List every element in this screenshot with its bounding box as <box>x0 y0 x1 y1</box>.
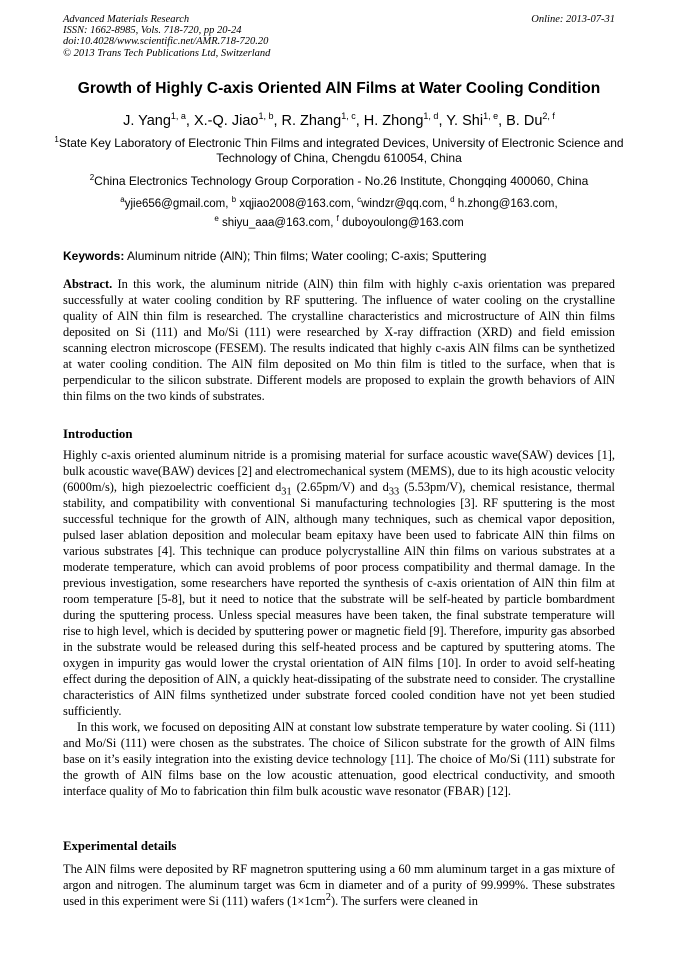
journal-name: Advanced Materials Research <box>63 14 190 25</box>
online-date: Online: 2013-07-31 <box>531 14 615 25</box>
email[interactable]: $^a$yjie656@gmail.com <box>120 195 226 210</box>
author: X.-Q. Jiao$^{1, b}$ <box>193 111 274 129</box>
email[interactable]: $^f$ duboyoulong@163.com <box>336 214 464 229</box>
introduction-body <box>63 447 615 799</box>
experimental-body <box>63 861 615 909</box>
journal-header <box>63 14 615 59</box>
author: H. Zhong$^{1, d}$ <box>363 111 439 129</box>
experimental-heading: Experimental details <box>63 839 177 853</box>
email[interactable]: $^b$ xqjiao2008@163.com <box>231 195 351 210</box>
keywords <box>63 249 623 263</box>
email[interactable]: $^e$ shiyu_aaa@163.com <box>214 214 331 229</box>
paper-title: Growth of Highly C-axis Oriented AlN Films at Water Cooling Condition <box>77 80 601 97</box>
email-list: $^a$yjie656@gmail.com, $^b$ xqjiao2008@163.com, $^c$windzr@qq.com, $^d$ h.zhong@163.com, $^e$ shiyu_aaa@163.com, $^f$ duboyoulong@163.com <box>120 195 558 229</box>
author: Y. Shi$^{1, e}$ <box>446 111 499 129</box>
paragraph: Highly c-axis oriented aluminum nitride is a promising material for surface acoustic wave(SAW) devices [1], bulk acoustic wave(BAW) devices [2] and electromechanical system (MEMS), due to its high acoustic velocity (6000m/s), high piezoelectric coefficient $d_{31}$ (2.65pm/V) and $d_{33}$ (5.53pm/V), chemical resistance, thermal stability, and compatibility with conventional Si manufacturing technologies [3]. RF sputtering is the most successful technique for the growth of AlN, although many techniques, such as chemical vapor deposition, pulsed laser ablation deposition and molecular beam epitaxy have been used to fabricate AlN thin films on various substrates [4]. This technique can produce polycrystalline AlN thin films on various substrates at a moderate temperature, which can avoid problems of poor process compatibility and thermal damage. In the previous investigation, some researchers have reported the synthesis of c-axis orientation of AlN thin film at room temperature [5-8], but it need to notice that the substrate will be self-heated by particle bombardment during the sputtering process. Unless special measures have been taken, the final substrate temperature will rise to high level, which is decided by sputtering power or magnetic field [9]. Therefore, impurity gas absorbed in the substrate would be released during this self-heated process and be captured by sputtering atoms. The oxygen in impurity gas would lower the crystal orientation of AlN films [10]. In order to avoid self-heating effect during the deposition of AlN, a quickly heat-dissipating of the substrate need to consider. The crystalline characteristics of AlN films synthetized under substrate forced cooled condition have not yet been studied sufficiently. <box>63 448 615 718</box>
abstract-label: Abstract. <box>63 277 113 291</box>
abstract-text: In this work, the aluminum nitride (AlN) thin film with highly c-axis orientation was prepared successfully at water cooling condition by RF sputtering. The influence of water cooling on the crystalline quality of AlN thin film is researched. The crystalline characteristics and microstructure of AlN thin films deposited on Si (111) and Mo/Si (111) were researched by X-ray diffraction (XRD) and field emission scanning electron microscope (FESEM). The results indicated that highly c-axis AlN films can be synthetized at water cooling condition. The AlN film deposited on Mo thin film is titled to the surface, when that is perpendicular to the silicon substrate. Different models are proposed to explain the growth behaviors of AlN thin films on the two kinds of substrates. <box>63 277 615 403</box>
author: B. Du$^{2, f}$ <box>506 111 555 129</box>
keywords-text: Aluminum nitride (AlN); Thin films; Water cooling; C-axis; Sputtering <box>127 249 487 263</box>
introduction-heading: Introduction <box>63 427 133 441</box>
affiliation-1: $^1$State Key Laboratory of Electronic Thin Films and integrated Devices, University of Electronic Science and Technology of China, Chengdu 610054, China <box>54 135 624 165</box>
author: J. Yang$^{1, a}$ <box>123 111 186 129</box>
email[interactable]: $^c$windzr@qq.com <box>357 195 444 210</box>
doi-line: doi:10.4028/www.scientific.net/AMR.718-720.20 <box>63 36 269 48</box>
issn-line: ISSN: 1662-8985, Vols. 718-720, pp 20-24 <box>63 25 242 37</box>
abstract <box>63 276 615 404</box>
email[interactable]: $^d$ h.zhong@163.com <box>450 195 555 210</box>
keywords-label: Keywords: <box>63 249 125 263</box>
affiliation-2: $^2$China Electronics Technology Group Corporation - No.26 Institute, Chongqing 400060, China <box>89 173 589 188</box>
author-list: J. Yang$^{1, a}$, X.-Q. Jiao$^{1, b}$, R. Zhang$^{1, c}$, H. Zhong$^{1, d}$, Y. Shi$^{1, e}$, B. Du$^{2, f}$ <box>123 111 555 129</box>
copyright-line: © 2013 Trans Tech Publications Ltd, Switzerland <box>63 47 271 59</box>
paragraph: The AlN films were deposited by RF magnetron sputtering using a 60 mm aluminum target in a gas mixture of argon and nitrogen. The aluminum target was 6cm in diameter and of a purity of 99.999%. These substrates used in this experiment were Si (111) wafers $(1\times 1cm^2)$. The surfers were cleaned in <box>63 862 615 908</box>
paragraph: In this work, we focused on depositing AlN at constant low substrate temperature by water cooling. Si (111) and Mo/Si (111) were chosen as the substrates. The choice of Silicon substrate for the growth of AlN films base on it’s easily integration into the existing device technology [11]. The choice of Mo/Si (111) substrate for the growth of AlN films base on the low acoustic attenuation, good electrical conductivity, and smooth interface quality of Mo to fabrication thin film bulk acoustic wave resonator (FBAR) [12]. <box>63 720 615 798</box>
author: R. Zhang$^{1, c}$ <box>281 111 356 129</box>
